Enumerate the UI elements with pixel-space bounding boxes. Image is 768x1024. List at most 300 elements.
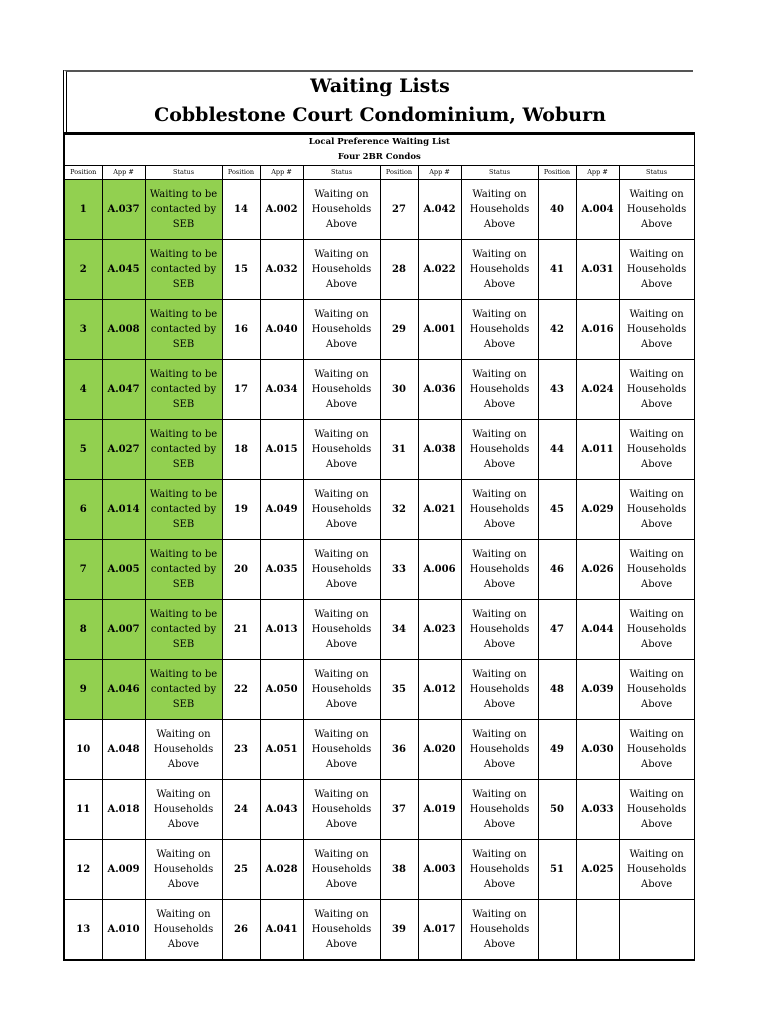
status-line: Households (311, 924, 372, 935)
status-cell (145, 780, 222, 840)
status-line: SEB (172, 339, 195, 350)
status-line: Households (153, 924, 214, 935)
app-number-cell: A.020 (418, 720, 461, 780)
table-row (64, 720, 694, 780)
position-cell: 6 (64, 480, 102, 540)
status-line: Above (483, 519, 516, 530)
status-line: Above (325, 699, 358, 710)
app-number-cell: A.046 (102, 660, 145, 720)
status-cell (303, 600, 380, 660)
status-cell (461, 540, 538, 600)
status-line: Households (469, 744, 530, 755)
status-line: Households (311, 504, 372, 515)
status-cell (461, 300, 538, 360)
status-line: Above (167, 819, 200, 830)
table-subcaption-row (64, 150, 694, 166)
status-line: Waiting on (472, 489, 527, 500)
app-number-cell: A.039 (576, 660, 619, 720)
position-cell (538, 900, 576, 961)
status-line: Households (153, 804, 214, 815)
app-number-cell: A.048 (102, 720, 145, 780)
status-cell (303, 480, 380, 540)
status-line: Above (167, 939, 200, 950)
column-header: Position (380, 166, 418, 180)
status-cell (145, 240, 222, 300)
waiting-list-table (63, 132, 695, 961)
app-number-cell: A.004 (576, 180, 619, 240)
table-row (64, 780, 694, 840)
status-cell (303, 300, 380, 360)
status-line: Above (325, 579, 358, 590)
status-line: Households (311, 384, 372, 395)
status-cell (145, 420, 222, 480)
position-cell: 19 (222, 480, 260, 540)
status-line: Households (469, 684, 530, 695)
status-line: Waiting on (472, 729, 527, 740)
status-line: Above (483, 879, 516, 890)
position-cell: 13 (64, 900, 102, 961)
app-number-cell: A.015 (260, 420, 303, 480)
status-line: SEB (172, 219, 195, 230)
status-line: Waiting to be (149, 369, 218, 380)
position-cell: 11 (64, 780, 102, 840)
waiting-list-document (63, 70, 693, 961)
status-line: Households (469, 564, 530, 575)
status-cell (145, 360, 222, 420)
status-line: Waiting on (314, 369, 369, 380)
status-line: contacted by (150, 384, 217, 395)
status-cell (461, 780, 538, 840)
status-line: Waiting on (472, 669, 527, 680)
status-line: Waiting to be (149, 549, 218, 560)
app-number-cell: A.007 (102, 600, 145, 660)
status-line: Above (483, 819, 516, 830)
status-line: Households (311, 444, 372, 455)
table-row (64, 300, 694, 360)
status-line: SEB (172, 459, 195, 470)
table-row (64, 840, 694, 900)
status-line: Waiting on (629, 609, 684, 620)
status-line: Waiting on (314, 249, 369, 260)
app-number-cell: A.009 (102, 840, 145, 900)
app-number-cell: A.016 (576, 300, 619, 360)
app-number-cell: A.035 (260, 540, 303, 600)
status-cell (619, 180, 694, 240)
column-header: Position (222, 166, 260, 180)
position-cell: 30 (380, 360, 418, 420)
status-line: Households (469, 444, 530, 455)
status-cell (145, 900, 222, 961)
status-line: Waiting on (629, 189, 684, 200)
status-line: Waiting on (629, 729, 684, 740)
position-cell: 47 (538, 600, 576, 660)
position-cell: 16 (222, 300, 260, 360)
status-line: SEB (172, 699, 195, 710)
status-line: Waiting to be (149, 429, 218, 440)
position-cell: 10 (64, 720, 102, 780)
app-number-cell: A.051 (260, 720, 303, 780)
app-number-cell: A.011 (576, 420, 619, 480)
status-cell (619, 840, 694, 900)
app-number-cell: A.049 (260, 480, 303, 540)
status-line: contacted by (150, 504, 217, 515)
table-row (64, 900, 694, 961)
status-cell (619, 360, 694, 420)
app-number-cell: A.018 (102, 780, 145, 840)
status-cell (619, 720, 694, 780)
status-line: Households (626, 804, 687, 815)
status-cell (619, 540, 694, 600)
status-cell (461, 240, 538, 300)
app-number-cell: A.017 (418, 900, 461, 961)
column-header: Status (619, 166, 694, 180)
status-line: Above (325, 219, 358, 230)
column-header: App # (576, 166, 619, 180)
position-cell: 40 (538, 180, 576, 240)
column-header: App # (102, 166, 145, 180)
status-line: Waiting on (314, 309, 369, 320)
status-cell (461, 360, 538, 420)
status-line: contacted by (150, 324, 217, 335)
status-cell (461, 900, 538, 961)
status-line: contacted by (150, 684, 217, 695)
app-number-cell: A.044 (576, 600, 619, 660)
status-line: Above (325, 879, 358, 890)
status-line: Above (640, 639, 673, 650)
column-header-row (64, 166, 694, 180)
status-cell (461, 600, 538, 660)
status-line: Above (640, 699, 673, 710)
position-cell: 1 (64, 180, 102, 240)
status-line: Waiting on (472, 369, 527, 380)
status-line: Above (640, 759, 673, 770)
status-line: Waiting on (314, 789, 369, 800)
status-cell (303, 540, 380, 600)
status-line: SEB (172, 399, 195, 410)
app-number-cell: A.037 (102, 180, 145, 240)
app-number-cell: A.043 (260, 780, 303, 840)
status-line: Households (311, 204, 372, 215)
status-cell (303, 900, 380, 961)
status-line: Waiting on (314, 609, 369, 620)
status-line: Above (167, 759, 200, 770)
status-line: contacted by (150, 624, 217, 635)
status-line: Above (640, 339, 673, 350)
position-cell: 29 (380, 300, 418, 360)
position-cell: 8 (64, 600, 102, 660)
position-cell: 23 (222, 720, 260, 780)
status-cell (619, 780, 694, 840)
app-number-cell: A.028 (260, 840, 303, 900)
status-line: Waiting on (314, 189, 369, 200)
status-line: Above (483, 579, 516, 590)
position-cell: 17 (222, 360, 260, 420)
status-line: Above (483, 939, 516, 950)
app-number-cell: A.001 (418, 300, 461, 360)
status-cell (145, 480, 222, 540)
status-cell (303, 360, 380, 420)
status-line: Above (483, 219, 516, 230)
status-line: Above (483, 699, 516, 710)
status-line: Waiting on (629, 669, 684, 680)
status-line: Above (483, 279, 516, 290)
status-line: Above (640, 879, 673, 890)
status-line: Households (469, 804, 530, 815)
position-cell: 9 (64, 660, 102, 720)
status-line: SEB (172, 639, 195, 650)
status-line: Waiting on (629, 369, 684, 380)
status-cell (619, 480, 694, 540)
status-cell (145, 540, 222, 600)
position-cell: 4 (64, 360, 102, 420)
app-number-cell: A.032 (260, 240, 303, 300)
status-line: Waiting on (156, 849, 211, 860)
status-cell (303, 780, 380, 840)
position-cell: 15 (222, 240, 260, 300)
page-title: Waiting Lists (310, 75, 450, 97)
status-line: Waiting on (472, 789, 527, 800)
status-line: Waiting on (629, 549, 684, 560)
status-line: Waiting on (472, 249, 527, 260)
status-line: Waiting on (314, 429, 369, 440)
position-cell: 21 (222, 600, 260, 660)
status-line: Waiting on (629, 789, 684, 800)
status-line: Households (626, 504, 687, 515)
position-cell: 36 (380, 720, 418, 780)
app-number-cell: A.050 (260, 660, 303, 720)
position-cell: 34 (380, 600, 418, 660)
status-line: contacted by (150, 204, 217, 215)
position-cell: 51 (538, 840, 576, 900)
app-number-cell: A.033 (576, 780, 619, 840)
status-line: Households (153, 744, 214, 755)
status-line: Households (469, 624, 530, 635)
status-line: SEB (172, 579, 195, 590)
app-number-cell: A.022 (418, 240, 461, 300)
status-line: Above (325, 339, 358, 350)
app-number-cell: A.010 (102, 900, 145, 961)
app-number-cell: A.045 (102, 240, 145, 300)
status-cell (619, 900, 694, 961)
status-cell (145, 840, 222, 900)
status-line: Households (626, 864, 687, 875)
status-line: Above (640, 819, 673, 830)
position-cell: 18 (222, 420, 260, 480)
table-row (64, 480, 694, 540)
status-cell (619, 300, 694, 360)
status-cell (461, 420, 538, 480)
status-cell (303, 720, 380, 780)
position-cell: 37 (380, 780, 418, 840)
status-line: Households (469, 324, 530, 335)
status-line: Households (626, 204, 687, 215)
app-number-cell: A.006 (418, 540, 461, 600)
status-cell (145, 720, 222, 780)
app-number-cell: A.005 (102, 540, 145, 600)
app-number-cell: A.038 (418, 420, 461, 480)
status-line: Waiting to be (149, 489, 218, 500)
position-cell: 31 (380, 420, 418, 480)
app-number-cell: A.036 (418, 360, 461, 420)
status-line: Waiting on (472, 549, 527, 560)
app-number-cell: A.047 (102, 360, 145, 420)
app-number-cell: A.014 (102, 480, 145, 540)
position-cell: 3 (64, 300, 102, 360)
status-cell (145, 600, 222, 660)
position-cell: 38 (380, 840, 418, 900)
position-cell: 14 (222, 180, 260, 240)
column-header: Position (64, 166, 102, 180)
table-caption: Local Preference Waiting List (64, 134, 694, 151)
status-line: Above (640, 399, 673, 410)
status-line: Households (626, 384, 687, 395)
status-line: Households (469, 204, 530, 215)
table-body (64, 134, 694, 961)
status-cell (303, 180, 380, 240)
status-line: Waiting on (314, 729, 369, 740)
status-line: Above (483, 639, 516, 650)
status-line: Households (626, 264, 687, 275)
status-cell (145, 180, 222, 240)
status-line: Waiting to be (149, 669, 218, 680)
app-number-cell: A.031 (576, 240, 619, 300)
title-block (63, 70, 693, 132)
status-line: SEB (172, 279, 195, 290)
status-line: Above (483, 459, 516, 470)
status-line: Above (325, 519, 358, 530)
status-line: Above (483, 759, 516, 770)
position-cell: 12 (64, 840, 102, 900)
app-number-cell: A.012 (418, 660, 461, 720)
app-number-cell (576, 900, 619, 961)
status-line: Households (626, 684, 687, 695)
app-number-cell: A.025 (576, 840, 619, 900)
position-cell: 44 (538, 420, 576, 480)
status-line: Households (311, 264, 372, 275)
position-cell: 33 (380, 540, 418, 600)
status-line: contacted by (150, 444, 217, 455)
status-line: Above (325, 279, 358, 290)
position-cell: 28 (380, 240, 418, 300)
status-line: Households (311, 564, 372, 575)
status-line: Above (325, 759, 358, 770)
status-line: Households (469, 864, 530, 875)
app-number-cell: A.029 (576, 480, 619, 540)
status-line: Above (167, 879, 200, 890)
status-line: Households (626, 324, 687, 335)
app-number-cell: A.021 (418, 480, 461, 540)
status-line: Households (626, 564, 687, 575)
status-line: Waiting on (629, 429, 684, 440)
table-row (64, 540, 694, 600)
table-row (64, 420, 694, 480)
status-line: Households (626, 624, 687, 635)
status-line: Households (311, 684, 372, 695)
status-line: Above (325, 399, 358, 410)
status-line: Households (311, 744, 372, 755)
position-cell: 20 (222, 540, 260, 600)
status-cell (303, 840, 380, 900)
column-header: Status (461, 166, 538, 180)
position-cell: 26 (222, 900, 260, 961)
status-line: Households (311, 624, 372, 635)
status-line: Waiting on (629, 849, 684, 860)
status-line: Waiting on (472, 849, 527, 860)
position-cell: 27 (380, 180, 418, 240)
table-caption-row (64, 134, 694, 151)
position-cell: 42 (538, 300, 576, 360)
column-header: App # (260, 166, 303, 180)
position-cell: 45 (538, 480, 576, 540)
status-line: Waiting on (472, 189, 527, 200)
status-line: Above (483, 399, 516, 410)
status-line: Waiting on (629, 309, 684, 320)
status-line: Waiting on (472, 609, 527, 620)
status-line: Households (311, 864, 372, 875)
status-line: Households (311, 324, 372, 335)
page-subtitle: Cobblestone Court Condominium, Woburn (154, 104, 606, 126)
position-cell: 5 (64, 420, 102, 480)
position-cell: 48 (538, 660, 576, 720)
status-cell (461, 840, 538, 900)
status-line: Waiting on (156, 729, 211, 740)
status-line: contacted by (150, 564, 217, 575)
position-cell: 46 (538, 540, 576, 600)
status-line: Above (640, 459, 673, 470)
column-header: Status (145, 166, 222, 180)
status-line: Above (640, 279, 673, 290)
app-number-cell: A.013 (260, 600, 303, 660)
position-cell: 43 (538, 360, 576, 420)
status-cell (461, 660, 538, 720)
status-line: Above (325, 819, 358, 830)
position-cell: 39 (380, 900, 418, 961)
status-line: Households (469, 264, 530, 275)
status-line: Above (325, 459, 358, 470)
status-line: Above (483, 339, 516, 350)
status-line: Households (311, 804, 372, 815)
status-line: Waiting on (472, 909, 527, 920)
column-header: App # (418, 166, 461, 180)
status-line: contacted by (150, 264, 217, 275)
position-cell: 49 (538, 720, 576, 780)
table-row (64, 180, 694, 240)
column-header: Status (303, 166, 380, 180)
status-line: Waiting on (629, 249, 684, 260)
app-number-cell: A.040 (260, 300, 303, 360)
position-cell: 41 (538, 240, 576, 300)
status-line: Waiting on (629, 489, 684, 500)
status-line: Waiting to be (149, 309, 218, 320)
status-cell (461, 480, 538, 540)
table-row (64, 240, 694, 300)
status-line: Households (153, 864, 214, 875)
app-number-cell: A.027 (102, 420, 145, 480)
status-line: Above (640, 519, 673, 530)
app-number-cell: A.008 (102, 300, 145, 360)
status-line: Above (640, 219, 673, 230)
app-number-cell: A.024 (576, 360, 619, 420)
status-line: Waiting on (314, 549, 369, 560)
position-cell: 25 (222, 840, 260, 900)
status-line: Waiting to be (149, 609, 218, 620)
position-cell: 22 (222, 660, 260, 720)
status-line: SEB (172, 519, 195, 530)
status-line: Households (469, 384, 530, 395)
status-line: Households (469, 924, 530, 935)
position-cell: 50 (538, 780, 576, 840)
app-number-cell: A.019 (418, 780, 461, 840)
